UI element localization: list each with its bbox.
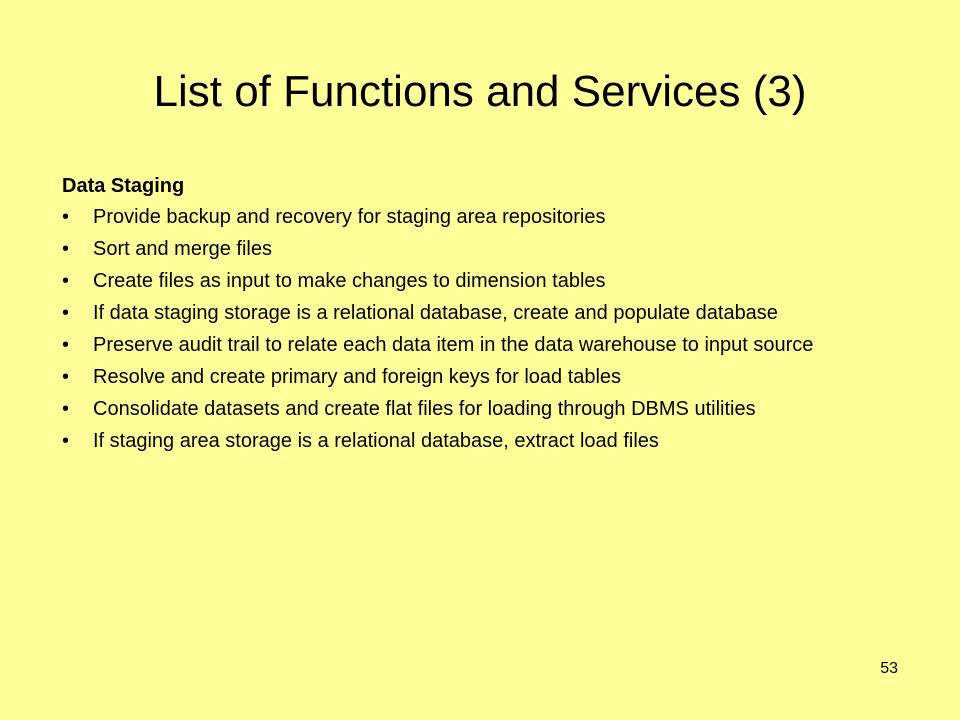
bullet-text: Provide backup and recovery for staging area repositories xyxy=(93,206,606,228)
bullet-icon: • xyxy=(62,430,70,452)
bullet-text: Consolidate datasets and create flat files for loading through DBMS utilities xyxy=(93,398,756,420)
bullet-text: Preserve audit trail to relate each data item in the data warehouse to input source xyxy=(93,334,814,356)
bullet-item xyxy=(62,366,922,388)
bullet-icon: • xyxy=(62,302,70,324)
bullet-item xyxy=(62,206,922,228)
bullet-list xyxy=(62,206,922,452)
bullet-item xyxy=(62,302,922,324)
bullet-icon: • xyxy=(62,206,70,228)
bullet-text: If staging area storage is a relational database, extract load files xyxy=(93,430,659,452)
bullet-icon: • xyxy=(62,238,70,260)
page-number: 53 xyxy=(880,660,898,677)
section-heading: Data Staging xyxy=(62,175,185,197)
bullet-item xyxy=(62,238,922,260)
bullet-icon: • xyxy=(62,334,70,356)
bullet-text: Resolve and create primary and foreign keys for load tables xyxy=(93,366,622,388)
bullet-icon: • xyxy=(62,366,70,388)
slide-title: List of Functions and Services (3) xyxy=(153,67,807,116)
bullet-item xyxy=(62,430,922,452)
bullet-item xyxy=(62,334,922,356)
bullet-icon: • xyxy=(62,398,70,420)
slide-content xyxy=(62,174,922,462)
bullet-text: Sort and merge files xyxy=(93,238,272,260)
bullet-item xyxy=(62,398,922,420)
bullet-text: If data staging storage is a relational database, create and populate database xyxy=(93,302,778,324)
bullet-item xyxy=(62,270,922,292)
bullet-icon: • xyxy=(62,270,70,292)
bullet-text: Create files as input to make changes to dimension tables xyxy=(93,270,606,292)
